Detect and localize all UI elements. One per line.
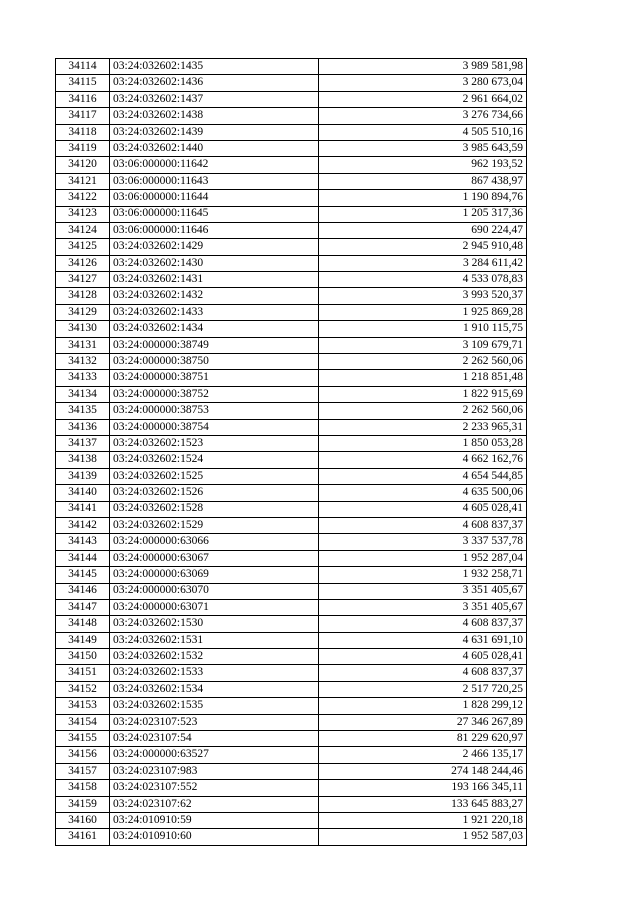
row-number-cell: 34119 [56,140,110,156]
row-number-cell: 34154 [56,714,110,730]
cadastral-number-cell: 03:24:032602:1533 [110,665,319,681]
cadastral-value-cell: 4 608 837,37 [319,517,527,533]
cadastral-number-cell: 03:24:000000:38749 [110,337,319,353]
cadastral-number-cell: 03:24:000000:38754 [110,419,319,435]
row-number-cell: 34149 [56,632,110,648]
cadastral-value-cell: 4 608 837,37 [319,665,527,681]
row-number-cell: 34152 [56,681,110,697]
row-number-cell: 34131 [56,337,110,353]
row-number-cell: 34143 [56,534,110,550]
table-row [56,157,527,173]
row-number-cell: 34123 [56,206,110,222]
cadastral-number-cell: 03:24:000000:38753 [110,403,319,419]
cadastral-value-cell: 1 828 299,12 [319,698,527,714]
cadastral-value-cell: 81 229 620,97 [319,731,527,747]
table-row [56,435,527,451]
cadastral-number-cell: 03:24:032602:1528 [110,501,319,517]
table-row [56,763,527,779]
row-number-cell: 34135 [56,403,110,419]
cadastral-number-cell: 03:24:023107:983 [110,763,319,779]
table-row [56,206,527,222]
cadastral-number-cell: 03:24:032602:1430 [110,255,319,271]
cadastral-value-cell: 2 945 910,48 [319,239,527,255]
table-row [56,288,527,304]
row-number-cell: 34142 [56,517,110,533]
table-row [56,108,527,124]
table-row [56,550,527,566]
cadastral-value-cell: 690 224,47 [319,222,527,238]
table-row [56,75,527,91]
cadastral-value-cell: 3 276 734,66 [319,108,527,124]
cadastral-number-cell: 03:24:032602:1532 [110,649,319,665]
table-row [56,517,527,533]
cadastral-value-cell: 1 910 115,75 [319,321,527,337]
table-row [56,468,527,484]
row-number-cell: 34156 [56,747,110,763]
cadastral-number-cell: 03:24:032602:1432 [110,288,319,304]
cadastral-value-cell: 4 533 078,83 [319,272,527,288]
cadastral-number-cell: 03:24:010910:59 [110,812,319,828]
cadastral-value-cell: 1 218 851,48 [319,370,527,386]
table-row [56,403,527,419]
cadastral-number-cell: 03:06:000000:11643 [110,173,319,189]
row-number-cell: 34151 [56,665,110,681]
table-row [56,304,527,320]
row-number-cell: 34126 [56,255,110,271]
row-number-cell: 34160 [56,812,110,828]
cadastral-number-cell: 03:24:000000:38751 [110,370,319,386]
table-row [56,632,527,648]
table-row [56,534,527,550]
cadastral-value-cell: 4 505 510,16 [319,124,527,140]
table-row [56,599,527,615]
cadastral-value-cell: 1 921 220,18 [319,812,527,828]
row-number-cell: 34139 [56,468,110,484]
cadastral-value-cell: 1 205 317,36 [319,206,527,222]
cadastral-number-cell: 03:24:023107:62 [110,796,319,812]
cadastral-number-cell: 03:24:023107:552 [110,780,319,796]
row-number-cell: 34141 [56,501,110,517]
table-row [56,567,527,583]
table-row [56,59,527,75]
cadastral-number-cell: 03:24:010910:60 [110,829,319,845]
cadastral-value-cell: 1 925 869,28 [319,304,527,320]
table-row [56,239,527,255]
row-number-cell: 34159 [56,796,110,812]
row-number-cell: 34122 [56,190,110,206]
cadastral-value-cell: 1 932 258,71 [319,567,527,583]
cadastral-number-cell: 03:24:032602:1524 [110,452,319,468]
table-row [56,583,527,599]
row-number-cell: 34161 [56,829,110,845]
cadastral-number-cell: 03:24:023107:523 [110,714,319,730]
table-row [56,452,527,468]
table-row [56,255,527,271]
cadastral-value-cell: 27 346 267,89 [319,714,527,730]
cadastral-number-cell: 03:24:000000:63066 [110,534,319,550]
cadastral-value-cell: 193 166 345,11 [319,780,527,796]
table-row [56,780,527,796]
row-number-cell: 34134 [56,386,110,402]
row-number-cell: 34150 [56,649,110,665]
cadastral-value-cell: 4 605 028,41 [319,501,527,517]
table-row [56,698,527,714]
cadastral-value-cell: 2 517 720,25 [319,681,527,697]
table-row [56,501,527,517]
cadastral-number-cell: 03:24:032602:1530 [110,616,319,632]
cadastral-value-cell: 4 631 691,10 [319,632,527,648]
table-row [56,829,527,845]
cadastral-number-cell: 03:24:000000:63070 [110,583,319,599]
cadastral-value-cell: 3 351 405,67 [319,599,527,615]
cadastral-number-cell: 03:24:032602:1429 [110,239,319,255]
cadastral-value-cell: 3 993 520,37 [319,288,527,304]
cadastral-value-cell: 2 233 965,31 [319,419,527,435]
row-number-cell: 34120 [56,157,110,173]
row-number-cell: 34132 [56,354,110,370]
table-row [56,812,527,828]
cadastral-value-cell: 2 961 664,02 [319,91,527,107]
cadastral-value-cell: 133 645 883,27 [319,796,527,812]
cadastral-number-cell: 03:24:032602:1440 [110,140,319,156]
cadastral-value-cell: 4 654 544,85 [319,468,527,484]
cadastral-value-cell: 3 985 643,59 [319,140,527,156]
table-row [56,140,527,156]
table-row [56,222,527,238]
table-row [56,370,527,386]
table-row [56,173,527,189]
cadastral-value-cell: 4 635 500,06 [319,485,527,501]
table-row [56,796,527,812]
row-number-cell: 34137 [56,435,110,451]
cadastral-number-cell: 03:24:032602:1531 [110,632,319,648]
cadastral-value-cell: 4 662 162,76 [319,452,527,468]
cadastral-number-cell: 03:24:032602:1535 [110,698,319,714]
table-row [56,616,527,632]
cadastral-value-cell: 962 193,52 [319,157,527,173]
table-row [56,272,527,288]
row-number-cell: 34157 [56,763,110,779]
row-number-cell: 34127 [56,272,110,288]
table-row [56,124,527,140]
cadastral-number-cell: 03:06:000000:11645 [110,206,319,222]
cadastral-number-cell: 03:24:032602:1525 [110,468,319,484]
cadastral-value-cell: 3 280 673,04 [319,75,527,91]
table-row [56,649,527,665]
cadastral-number-cell: 03:24:032602:1435 [110,59,319,75]
cadastral-value-table [55,58,527,846]
cadastral-value-cell: 1 822 915,69 [319,386,527,402]
cadastral-number-cell: 03:24:032602:1534 [110,681,319,697]
row-number-cell: 34116 [56,91,110,107]
table-row [56,485,527,501]
row-number-cell: 34155 [56,731,110,747]
cadastral-value-cell: 1 952 587,03 [319,829,527,845]
cadastral-number-cell: 03:06:000000:11644 [110,190,319,206]
row-number-cell: 34128 [56,288,110,304]
cadastral-number-cell: 03:06:000000:11646 [110,222,319,238]
row-number-cell: 34140 [56,485,110,501]
table-row [56,190,527,206]
cadastral-value-cell: 4 608 837,37 [319,616,527,632]
cadastral-number-cell: 03:24:032602:1439 [110,124,319,140]
cadastral-number-cell: 03:24:032602:1433 [110,304,319,320]
cadastral-number-cell: 03:24:023107:54 [110,731,319,747]
cadastral-number-cell: 03:24:032602:1523 [110,435,319,451]
cadastral-number-cell: 03:24:000000:38750 [110,354,319,370]
cadastral-value-cell: 3 109 679,71 [319,337,527,353]
row-number-cell: 34144 [56,550,110,566]
document-sheet [55,58,527,846]
cadastral-value-cell: 4 605 028,41 [319,649,527,665]
cadastral-number-cell: 03:24:032602:1529 [110,517,319,533]
row-number-cell: 34124 [56,222,110,238]
row-number-cell: 34114 [56,59,110,75]
row-number-cell: 34130 [56,321,110,337]
row-number-cell: 34125 [56,239,110,255]
cadastral-number-cell: 03:24:000000:63069 [110,567,319,583]
cadastral-number-cell: 03:24:032602:1436 [110,75,319,91]
cadastral-value-cell: 1 952 287,04 [319,550,527,566]
row-number-cell: 34115 [56,75,110,91]
row-number-cell: 34129 [56,304,110,320]
cadastral-value-cell: 3 989 581,98 [319,59,527,75]
cadastral-value-cell: 3 284 611,42 [319,255,527,271]
cadastral-number-cell: 03:24:032602:1434 [110,321,319,337]
table-row [56,731,527,747]
cadastral-number-cell: 03:24:000000:63067 [110,550,319,566]
table-row [56,714,527,730]
table-row [56,665,527,681]
table-body [56,59,527,846]
table-row [56,747,527,763]
row-number-cell: 34136 [56,419,110,435]
cadastral-value-cell: 1 850 053,28 [319,435,527,451]
table-row [56,681,527,697]
cadastral-value-cell: 2 262 560,06 [319,403,527,419]
cadastral-number-cell: 03:24:000000:63071 [110,599,319,615]
table-row [56,91,527,107]
cadastral-value-cell: 3 337 537,78 [319,534,527,550]
row-number-cell: 34133 [56,370,110,386]
row-number-cell: 34146 [56,583,110,599]
row-number-cell: 34158 [56,780,110,796]
cadastral-value-cell: 1 190 894,76 [319,190,527,206]
table-row [56,419,527,435]
row-number-cell: 34145 [56,567,110,583]
cadastral-value-cell: 867 438,97 [319,173,527,189]
row-number-cell: 34153 [56,698,110,714]
cadastral-number-cell: 03:24:000000:38752 [110,386,319,402]
cadastral-number-cell: 03:24:000000:63527 [110,747,319,763]
row-number-cell: 34121 [56,173,110,189]
cadastral-value-cell: 274 148 244,46 [319,763,527,779]
cadastral-number-cell: 03:06:000000:11642 [110,157,319,173]
table-row [56,386,527,402]
table-row [56,354,527,370]
table-row [56,337,527,353]
row-number-cell: 34147 [56,599,110,615]
row-number-cell: 34148 [56,616,110,632]
cadastral-number-cell: 03:24:032602:1431 [110,272,319,288]
table-row [56,321,527,337]
cadastral-number-cell: 03:24:032602:1437 [110,91,319,107]
cadastral-value-cell: 3 351 405,67 [319,583,527,599]
cadastral-value-cell: 2 466 135,17 [319,747,527,763]
row-number-cell: 34138 [56,452,110,468]
cadastral-number-cell: 03:24:032602:1438 [110,108,319,124]
row-number-cell: 34117 [56,108,110,124]
row-number-cell: 34118 [56,124,110,140]
cadastral-number-cell: 03:24:032602:1526 [110,485,319,501]
cadastral-value-cell: 2 262 560,06 [319,354,527,370]
